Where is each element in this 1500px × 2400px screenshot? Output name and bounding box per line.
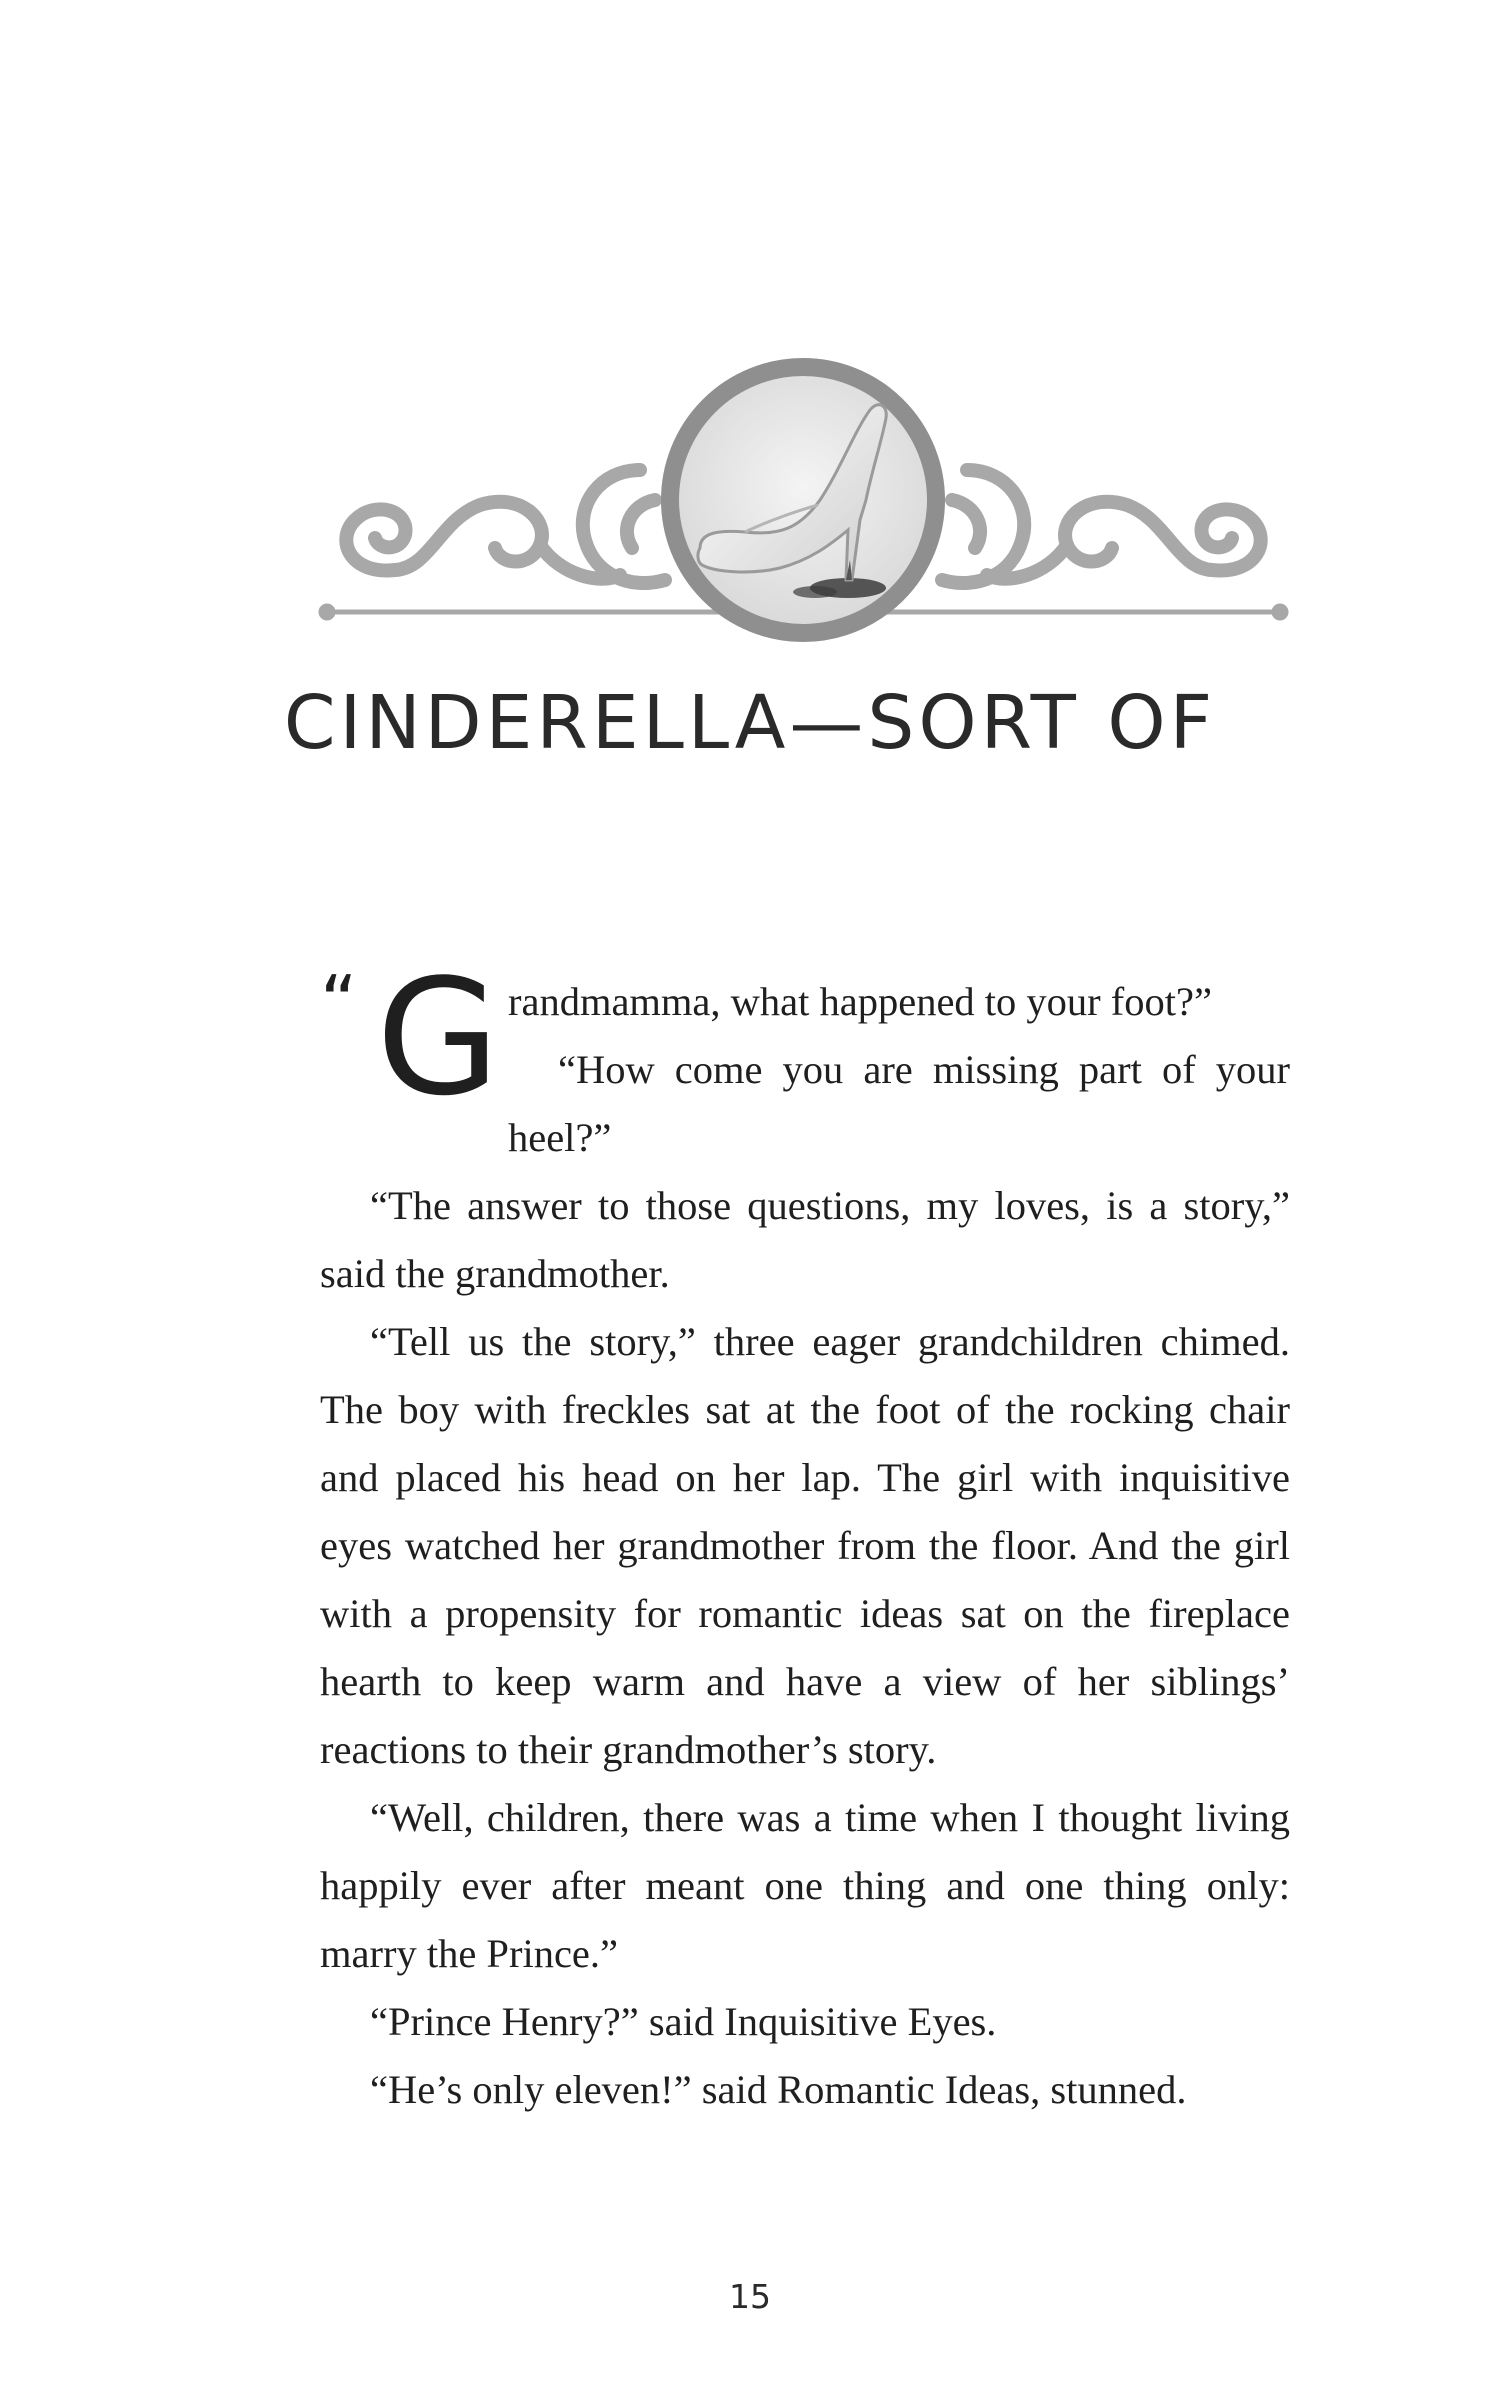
- drop-cap: G: [376, 944, 500, 1131]
- paragraph: “He’s only eleven!” said Romantic Ideas, stunned.: [370, 2067, 1187, 2112]
- page-number: 15: [729, 2277, 771, 2316]
- scrollwork-left: [346, 470, 665, 583]
- scrollwork-right: [942, 470, 1261, 583]
- paragraph: “Tell us the story,” three eager grandchildren chimed. The boy with freckles sat at the foot of the rocking chair and placed his head on her lap. The girl with inquisitive eyes watched her grandmother from the floor. And the girl with a propensity for romantic ideas sat on the fireplace hearth to keep warm and have a view of her siblings’ reactions to their grandmother’s story.: [320, 1319, 1290, 1772]
- chapter-ornament: [0, 0, 1500, 700]
- paragraph: “The answer to those questions, my loves, is a story,” said the grandmother.: [320, 1183, 1290, 1296]
- chapter-title: CINDERELLA—SORT OF: [283, 680, 1217, 766]
- paragraph: randmamma, what happened to your foot?”: [507, 979, 1212, 1024]
- story-text: [320, 944, 1290, 2124]
- open-quote: “: [320, 960, 358, 1044]
- paragraph: “Well, children, there was a time when I thought living happily ever after meant one thing and one thing only: marry the Prince.”: [320, 1795, 1290, 1976]
- paragraph: “Prince Henry?” said Inquisitive Eyes.: [370, 1999, 997, 2044]
- paragraph: “How come you are missing part of your heel?”: [507, 1047, 1290, 1160]
- shoe-medallion: [670, 367, 936, 633]
